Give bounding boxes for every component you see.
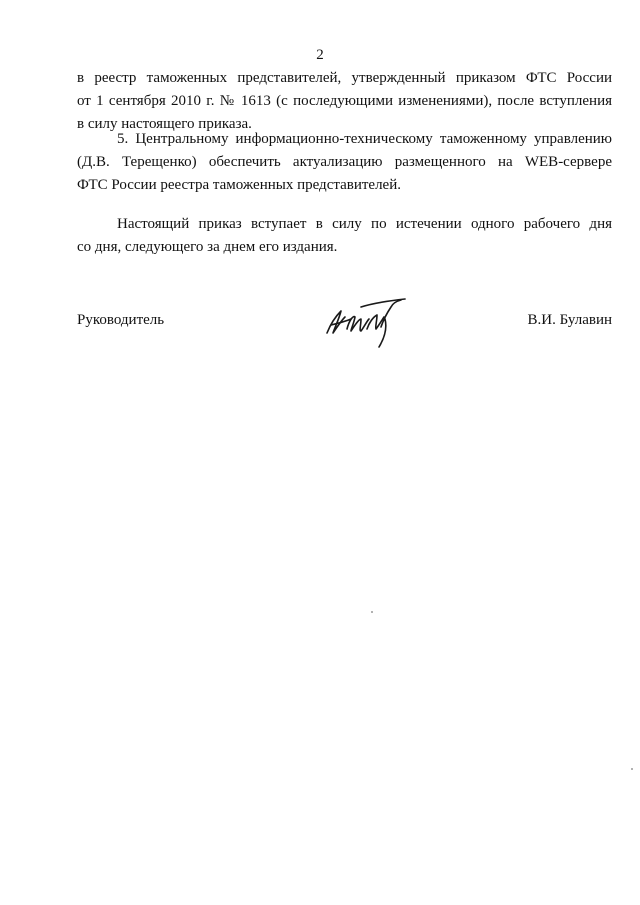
handwritten-signature [321,293,411,351]
text-line: в реестр таможенных представителей, утвержденный приказом ФТС России [77,70,612,86]
page-number: 2 [316,47,324,63]
text-line: ФТС России реестра таможенных представителей. [77,177,401,193]
text-line: Настоящий приказ вступает в силу по истечении одного рабочего дня [117,216,612,232]
signatory-role: Руководитель [77,312,165,328]
paragraph-item-5 [77,128,612,197]
text-line: (Д.В. Терещенко) обеспечить актуализацию размещенного на WEB-сервере [77,154,612,170]
signatory-name: В.И. Булавин [527,312,612,328]
scan-speck [371,611,373,613]
text-line: от 1 сентября 2010 г. № 1613 (с последующими изменениями), после вступления [77,93,612,109]
text-line: в силу настоящего приказа. [77,116,252,132]
paragraph-effective-date [77,213,612,259]
text-line: со дня, следующего за днем его издания. [77,239,338,255]
text-line: 5. Центральному информационно-техническому таможенному управлению [117,131,612,147]
paragraph-registry-reference [77,67,612,136]
signature-block [77,307,612,347]
scan-speck [631,768,633,770]
